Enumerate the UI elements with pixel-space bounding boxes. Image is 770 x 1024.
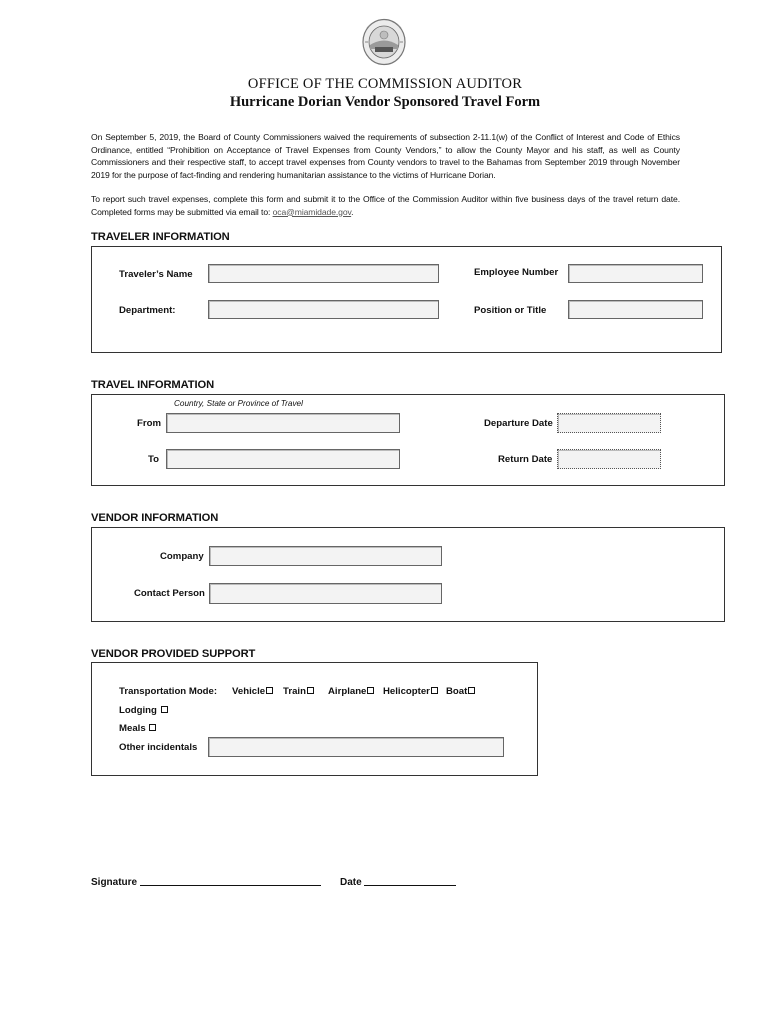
helicopter-label: Helicopter — [383, 686, 430, 697]
return-date-label: Return Date — [498, 454, 553, 465]
position-title-field[interactable] — [568, 300, 703, 319]
company-label: Company — [160, 551, 204, 562]
boat-checkbox[interactable] — [468, 687, 475, 694]
train-checkbox[interactable] — [307, 687, 314, 694]
company-field[interactable] — [209, 546, 442, 566]
contact-person-field[interactable] — [209, 583, 442, 604]
airplane-label: Airplane — [328, 686, 367, 697]
instructions-paragraph — [91, 193, 680, 218]
meals-label: Meals — [119, 723, 146, 734]
country-state-hint: Country, State or Province of Travel — [174, 399, 303, 408]
boat-label: Boat — [446, 686, 468, 697]
airplane-option[interactable] — [328, 686, 374, 697]
traveler-section-heading: TRAVELER INFORMATION — [91, 231, 230, 243]
date-row — [340, 877, 456, 888]
other-incidentals-label: Other incidentals — [119, 742, 198, 753]
contact-person-label: Contact Person — [134, 588, 205, 599]
county-seal-icon — [361, 18, 407, 66]
boat-option[interactable] — [446, 686, 475, 697]
instructions-text: To report such travel expenses, complete this form and submit it to the Office of the Commission Auditor within five business days of the travel return date. Completed forms may be submitted via email to: — [91, 194, 680, 217]
employee-number-field[interactable] — [568, 264, 703, 283]
signature-line[interactable] — [140, 885, 321, 886]
return-date-field[interactable] — [557, 449, 661, 469]
support-section-heading: VENDOR PROVIDED SUPPORT — [91, 648, 256, 660]
departure-date-field[interactable] — [557, 413, 661, 433]
employee-number-label: Employee Number — [474, 267, 559, 278]
helicopter-option[interactable] — [383, 686, 438, 697]
travel-section-heading: TRAVEL INFORMATION — [91, 379, 215, 391]
department-label: Department: — [119, 305, 176, 316]
vendor-section — [91, 527, 725, 622]
date-line[interactable] — [364, 885, 456, 886]
office-heading: OFFICE OF THE COMMISSION AUDITOR — [247, 76, 523, 92]
other-incidentals-field[interactable] — [208, 737, 504, 757]
vehicle-option[interactable] — [232, 686, 273, 697]
signature-row — [91, 877, 321, 888]
airplane-checkbox[interactable] — [367, 687, 374, 694]
travelers-name-label: Traveler’s Name — [119, 269, 193, 280]
to-location-field[interactable] — [166, 449, 400, 469]
lodging-checkbox[interactable] — [161, 706, 168, 713]
from-label: From — [137, 418, 161, 429]
travelers-name-field[interactable] — [208, 264, 439, 283]
intro-paragraph: On September 5, 2019, the Board of County Commissioners waived the requirements of subsection 2-11.1(w) of the Conflict of Interest and Code of Ethics Ordinance, entitled “Prohibition on Acceptance of Travel Expenses from County Vendors,” to allow the County Mayor and his staff, as well as County Commissioners and their respective staff, to accept travel expenses from County vendors to travel to the Bahamas from September 2019 through November 2019 for the purpose of fact-finding and rendering humanitarian assistance to the victims of Hurricane Dorian. — [91, 132, 680, 180]
meals-checkbox[interactable] — [149, 724, 156, 731]
form-title: Hurricane Dorian Vendor Sponsored Travel Form — [229, 94, 541, 110]
to-label: To — [148, 454, 160, 465]
date-label: Date — [340, 877, 362, 888]
train-option[interactable] — [283, 686, 314, 697]
lodging-label: Lodging — [119, 705, 157, 716]
support-section — [91, 662, 538, 776]
instructions-end: . — [351, 206, 354, 217]
vendor-section-heading: VENDOR INFORMATION — [91, 512, 219, 524]
meals-option[interactable] — [119, 723, 156, 734]
transportation-mode-label: Transportation Mode: — [119, 686, 218, 697]
departure-date-label: Departure Date — [484, 418, 553, 429]
signature-label: Signature — [91, 877, 138, 888]
department-field[interactable] — [208, 300, 439, 319]
lodging-option[interactable] — [119, 705, 168, 716]
train-label: Train — [283, 686, 306, 697]
position-title-label: Position or Title — [474, 305, 547, 316]
vehicle-label: Vehicle — [232, 686, 266, 697]
from-location-field[interactable] — [166, 413, 400, 433]
helicopter-checkbox[interactable] — [431, 687, 438, 694]
vehicle-checkbox[interactable] — [266, 687, 273, 694]
email-link[interactable]: oca@miamidade.gov — [272, 206, 352, 217]
